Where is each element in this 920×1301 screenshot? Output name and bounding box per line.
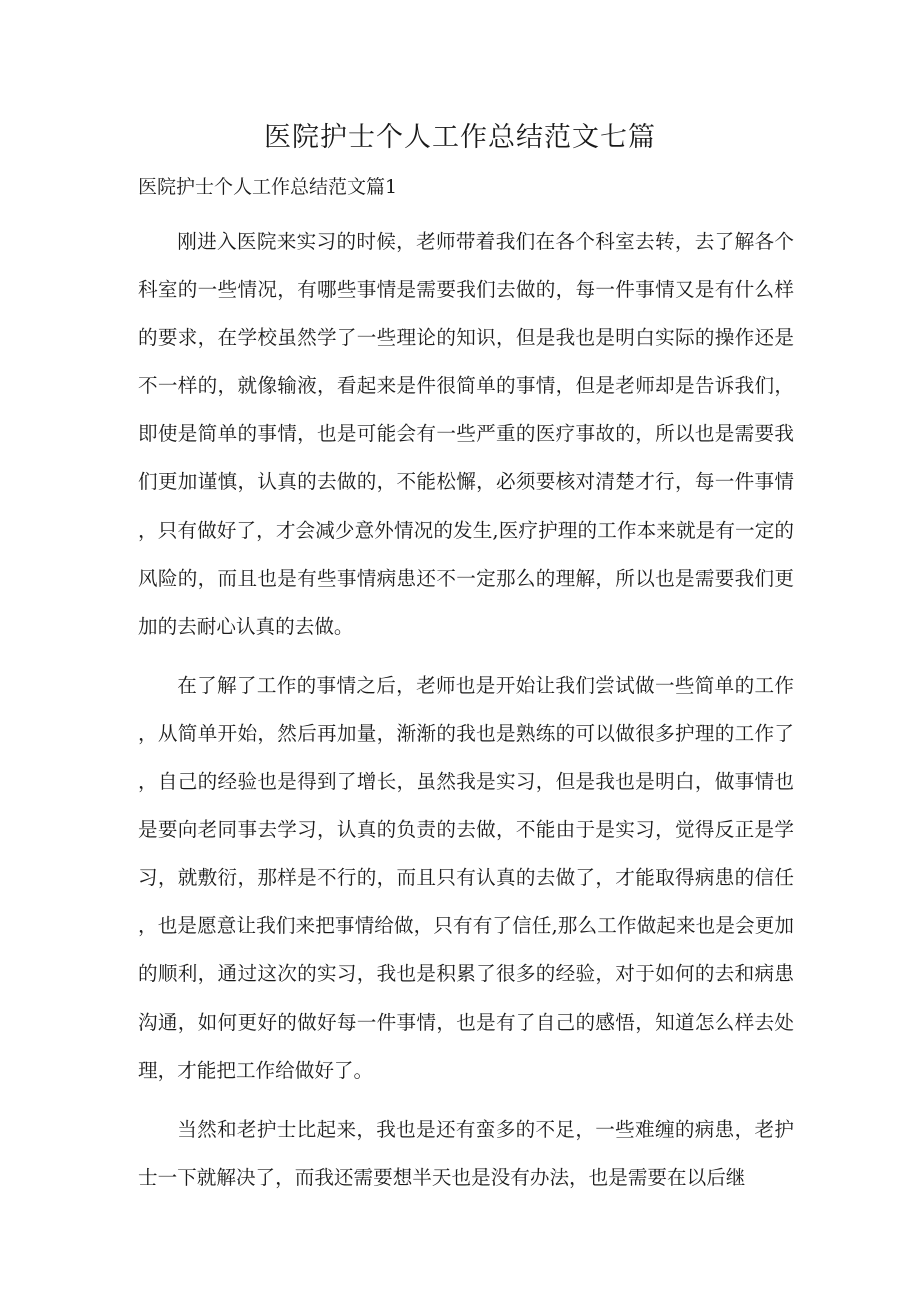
document-title: 医院护士个人工作总结范文七篇 xyxy=(264,122,656,153)
paragraph-1: 刚进入医院来实习的时候，老师带着我们在各个科室去转，去了解各个科室的一些情况，有哪些事情是需要我们去做的，每一件事情又是有什么样的要求，在学校虽然学了一些理论的知识，但是我也是明白实际的操作还是不一样的，就像输液，看起来是件很简单的事情，但是老师却是告诉我们，即使是简单的事情，也是可能会有一些严重的医疗事故的，所以也是需要我们更加谨慎，认真的去做的，不能松懈，必须要核对清楚才行，每一件事情，只有做好了，才会减少意外情况的发生,医疗护理的工作本来就是有一定的风险的，而且也是有些事情病患还不一定那么的理解，所以也是需要我们更加的去耐心认真的去做。 xyxy=(138,230,794,638)
section-heading: 医院护士个人工作总结范文篇1 xyxy=(138,176,398,198)
document-body xyxy=(138,218,794,1213)
paragraph-2: 在了解了工作的事情之后，老师也是开始让我们尝试做一些简单的工作，从简单开始，然后再加量，渐渐的我也是熟练的可以做很多护理的工作了，自己的经验也是得到了增长，虽然我是实习，但是我也是明白，做事情也是要向老同事去学习，认真的负责的去做，不能由于是实习，觉得反正是学习，就敷衍，那样是不行的，而且只有认真的去做了，才能取得病患的信任，也是愿意让我们来把事情给做，只有有了信任,那么工作做起来也是会更加的顺利，通过这次的实习，我也是积累了很多的经验，对于如何的去和病患沟通，如何更好的做好每一件事情，也是有了自己的感悟，知道怎么样去处理，才能把工作给做好了。 xyxy=(138,673,794,1082)
paragraph-3: 当然和老护士比起来，我也是还有蛮多的不足，一些难缠的病患，老护士一下就解决了，而我还需要想半天也是没有办法，也是需要在以后继 xyxy=(138,1117,794,1189)
